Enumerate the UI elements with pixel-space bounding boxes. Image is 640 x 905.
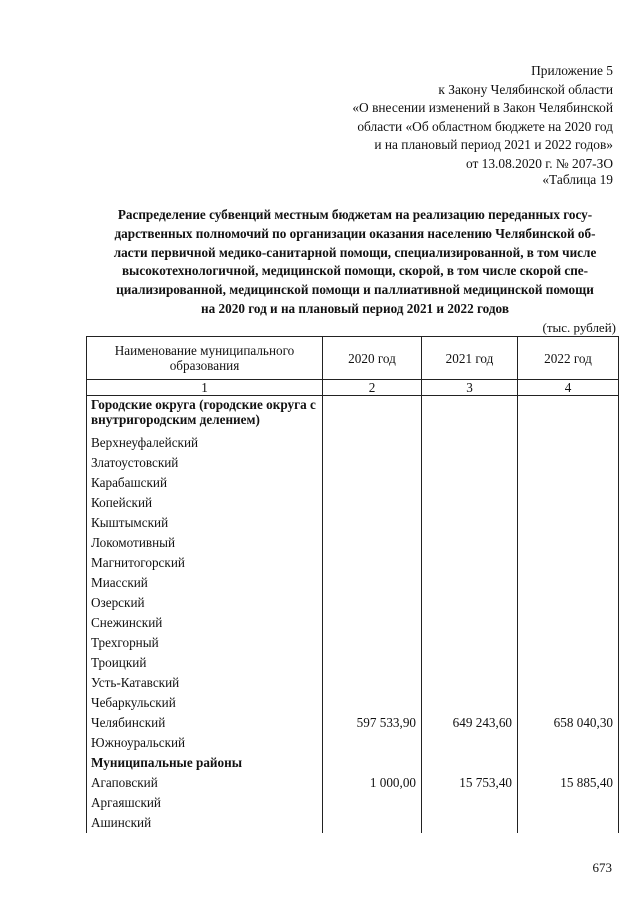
municipality-name: Городские округа (городские округа с внутригородским делением) bbox=[87, 396, 323, 434]
column-number: 1 bbox=[87, 380, 323, 396]
municipality-name: Муниципальные районы bbox=[87, 753, 323, 773]
value-2022 bbox=[518, 473, 619, 493]
value-2021 bbox=[422, 533, 518, 553]
table-body bbox=[87, 396, 619, 834]
value-2020 bbox=[323, 573, 422, 593]
municipality-name: Челябинский bbox=[87, 713, 323, 733]
value-2020 bbox=[323, 513, 422, 533]
municipality-name: Троицкий bbox=[87, 653, 323, 673]
value-2021 bbox=[422, 573, 518, 593]
appendix-line: и на плановый период 2021 и 2022 годов» bbox=[374, 137, 613, 153]
table-row bbox=[87, 613, 619, 633]
value-2022 bbox=[518, 493, 619, 513]
value-2022 bbox=[518, 433, 619, 453]
table-row bbox=[87, 653, 619, 673]
value-2020 bbox=[323, 733, 422, 753]
municipality-name: Аргаяшский bbox=[87, 793, 323, 813]
value-2020 bbox=[323, 813, 422, 833]
value-2021 bbox=[422, 593, 518, 613]
value-2021 bbox=[422, 553, 518, 573]
value-2021: 649 243,60 bbox=[422, 713, 518, 733]
appendix-line: «О внесении изменений в Закон Челябинской bbox=[352, 100, 613, 116]
table-row bbox=[87, 433, 619, 453]
value-2020 bbox=[323, 593, 422, 613]
value-2021 bbox=[422, 513, 518, 533]
value-2022 bbox=[518, 673, 619, 693]
column-number: 4 bbox=[518, 380, 619, 396]
table-row bbox=[87, 813, 619, 833]
value-2021 bbox=[422, 396, 518, 434]
value-2021 bbox=[422, 473, 518, 493]
value-2022 bbox=[518, 693, 619, 713]
page-number: 673 bbox=[592, 860, 612, 875]
title-line: дарственных полномочий по организации оказания населению Челябинской об- bbox=[114, 225, 596, 241]
table-group-row bbox=[87, 753, 619, 773]
table-row bbox=[87, 693, 619, 713]
value-2020: 1 000,00 bbox=[323, 773, 422, 793]
value-2020 bbox=[323, 653, 422, 673]
value-2020 bbox=[323, 693, 422, 713]
title-line: ласти первичной медико-санитарной помощи, специализированной, в том числе bbox=[113, 244, 597, 260]
table-row bbox=[87, 553, 619, 573]
table-row bbox=[87, 793, 619, 813]
value-2020 bbox=[323, 493, 422, 513]
value-2022 bbox=[518, 633, 619, 653]
municipality-name: Верхнеуфалейский bbox=[87, 433, 323, 453]
table-row bbox=[87, 573, 619, 593]
value-2020 bbox=[323, 553, 422, 573]
value-2020 bbox=[323, 613, 422, 633]
value-2022 bbox=[518, 753, 619, 773]
value-2021 bbox=[422, 813, 518, 833]
value-2022: 15 885,40 bbox=[518, 773, 619, 793]
municipality-name: Усть-Катавский bbox=[87, 673, 323, 693]
title-line: на 2020 год и на плановый период 2021 и 2022 годов bbox=[201, 300, 509, 316]
value-2021 bbox=[422, 613, 518, 633]
table-row bbox=[87, 453, 619, 473]
value-2022 bbox=[518, 733, 619, 753]
header-municipality: Наименование муниципального образования bbox=[87, 337, 323, 380]
units-label: (тыс. рублей) bbox=[542, 320, 616, 335]
value-2022 bbox=[518, 453, 619, 473]
value-2022 bbox=[518, 533, 619, 553]
value-2021 bbox=[422, 493, 518, 513]
municipality-name: Чебаркульский bbox=[87, 693, 323, 713]
title-line: высокотехнологичной, медицинской помощи, скорой, в том числе скорой спе- bbox=[121, 263, 589, 279]
municipality-name: Трехгорный bbox=[87, 633, 323, 653]
table-row bbox=[87, 533, 619, 553]
municipality-name: Локомотивный bbox=[87, 533, 323, 553]
appendix-line: от 13.08.2020 г. № 207-ЗО bbox=[465, 155, 613, 171]
header-2021: 2021 год bbox=[422, 337, 518, 380]
title-line: циализированной, медицинской помощи и паллиативной медицинской помощи bbox=[116, 282, 594, 298]
municipality-name: Кыштымский bbox=[87, 513, 323, 533]
value-2021 bbox=[422, 433, 518, 453]
appendix-line: области «Об областном бюджете на 2020 год bbox=[357, 118, 613, 134]
municipality-name: Агаповский bbox=[87, 773, 323, 793]
municipality-name: Копейский bbox=[87, 493, 323, 513]
subsidy-table bbox=[86, 336, 619, 833]
table-row bbox=[87, 673, 619, 693]
document-title bbox=[90, 206, 620, 319]
value-2020 bbox=[323, 396, 422, 434]
appendix-line: к Закону Челябинской области bbox=[438, 81, 613, 97]
value-2022 bbox=[518, 513, 619, 533]
appendix-line: Приложение 5 bbox=[531, 63, 613, 78]
municipality-name: Ашинский bbox=[87, 813, 323, 833]
value-2020 bbox=[323, 433, 422, 453]
value-2022: 658 040,30 bbox=[518, 713, 619, 733]
value-2022 bbox=[518, 593, 619, 613]
municipality-name: Магнитогорский bbox=[87, 553, 323, 573]
header-2022: 2022 год bbox=[518, 337, 619, 380]
municipality-name: Озерский bbox=[87, 593, 323, 613]
value-2020 bbox=[323, 673, 422, 693]
table-group-row bbox=[87, 396, 619, 434]
title-line: Распределение субвенций местным бюджетам на реализацию переданных госу- bbox=[117, 207, 593, 222]
value-2021 bbox=[422, 673, 518, 693]
value-2022 bbox=[518, 793, 619, 813]
municipality-name: Миасский bbox=[87, 573, 323, 593]
value-2021 bbox=[422, 453, 518, 473]
value-2021 bbox=[422, 753, 518, 773]
table-row bbox=[87, 633, 619, 653]
value-2022 bbox=[518, 573, 619, 593]
municipality-name: Златоустовский bbox=[87, 453, 323, 473]
table-row bbox=[87, 593, 619, 613]
value-2022 bbox=[518, 613, 619, 633]
value-2021 bbox=[422, 733, 518, 753]
value-2022 bbox=[518, 553, 619, 573]
value-2021 bbox=[422, 793, 518, 813]
value-2020 bbox=[323, 473, 422, 493]
value-2021: 15 753,40 bbox=[422, 773, 518, 793]
value-2021 bbox=[422, 633, 518, 653]
value-2020: 597 533,90 bbox=[323, 713, 422, 733]
value-2022 bbox=[518, 813, 619, 833]
table-row bbox=[87, 473, 619, 493]
table-row bbox=[87, 513, 619, 533]
value-2020 bbox=[323, 793, 422, 813]
municipality-name: Южноуральский bbox=[87, 733, 323, 753]
value-2020 bbox=[323, 753, 422, 773]
table-row bbox=[87, 773, 619, 793]
column-number: 3 bbox=[422, 380, 518, 396]
value-2021 bbox=[422, 693, 518, 713]
appendix-reference bbox=[352, 62, 613, 174]
table-row bbox=[87, 493, 619, 513]
table-label: «Таблица 19 bbox=[542, 172, 613, 187]
table-row bbox=[87, 713, 619, 733]
municipality-name: Карабашский bbox=[87, 473, 323, 493]
value-2021 bbox=[422, 653, 518, 673]
value-2020 bbox=[323, 453, 422, 473]
municipality-name: Снежинский bbox=[87, 613, 323, 633]
value-2020 bbox=[323, 533, 422, 553]
table-row bbox=[87, 733, 619, 753]
value-2022 bbox=[518, 396, 619, 434]
value-2022 bbox=[518, 653, 619, 673]
header-2020: 2020 год bbox=[323, 337, 422, 380]
column-number: 2 bbox=[323, 380, 422, 396]
value-2020 bbox=[323, 633, 422, 653]
